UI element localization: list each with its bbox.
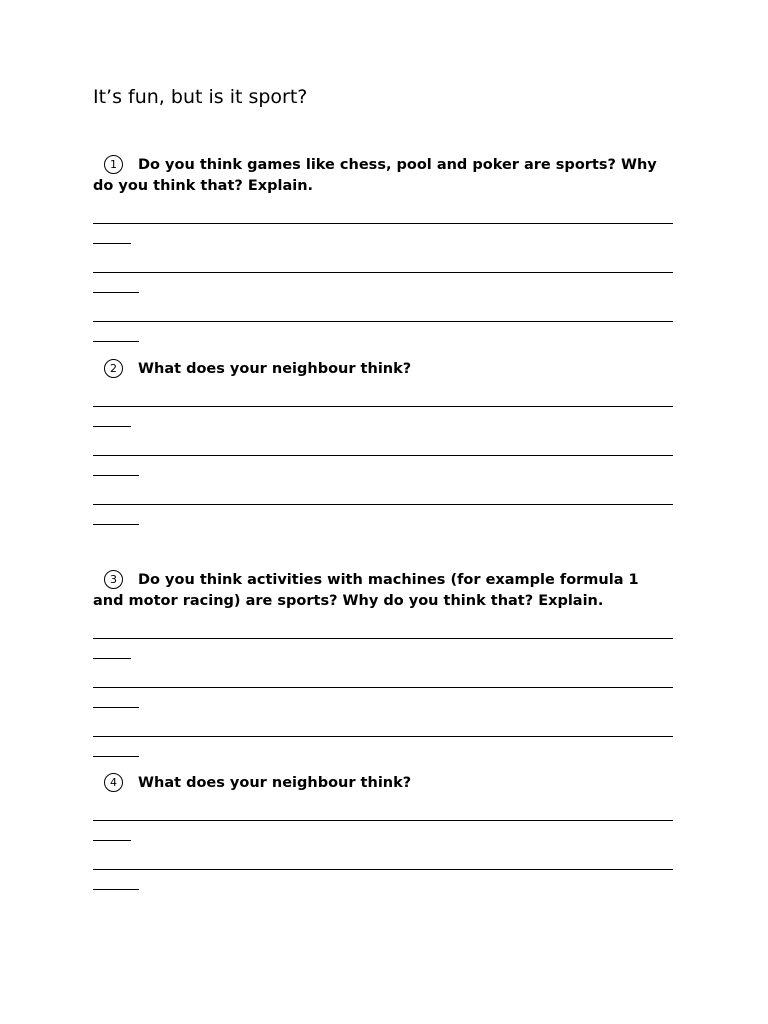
answer-rule — [93, 687, 673, 688]
answer-line[interactable] — [93, 321, 673, 361]
answer-rule — [93, 638, 673, 639]
question-number-badge: 3 — [104, 570, 123, 589]
answer-rule-tail — [93, 524, 139, 525]
answer-rule — [93, 504, 673, 505]
answer-line[interactable] — [93, 504, 673, 544]
answer-line[interactable] — [93, 223, 673, 263]
answer-line[interactable] — [93, 455, 673, 495]
answer-rule-tail — [93, 756, 139, 757]
question-number-badge: 2 — [104, 359, 123, 378]
question-text: What does your neighbour think? — [138, 361, 412, 377]
question-text: Do you think activities with machines (for example formula 1 and motor racing) are sports? Why do you think that? Explain. — [93, 572, 639, 609]
answer-rule — [93, 406, 673, 407]
answer-rule-tail — [93, 475, 139, 476]
answer-rule-tail — [93, 292, 139, 293]
question-4 — [93, 773, 673, 794]
answer-rule — [93, 736, 673, 737]
answer-rule-tail — [93, 658, 131, 659]
answer-rule-tail — [93, 707, 139, 708]
answer-rule-tail — [93, 341, 139, 342]
question-2 — [93, 359, 673, 380]
answer-line[interactable] — [93, 272, 673, 312]
answer-rule — [93, 321, 673, 322]
answer-line[interactable] — [93, 638, 673, 678]
answer-rule-tail — [93, 840, 131, 841]
answer-rule-tail — [93, 426, 131, 427]
question-text: Do you think games like chess, pool and poker are sports? Why do you think that? Explain. — [93, 157, 657, 194]
answer-rule — [93, 820, 673, 821]
answer-line[interactable] — [93, 687, 673, 727]
question-1 — [93, 155, 673, 197]
question-text: What does your neighbour think? — [138, 775, 412, 791]
question-3 — [93, 570, 673, 612]
answer-rule — [93, 223, 673, 224]
answer-line[interactable] — [93, 869, 673, 909]
answer-line[interactable] — [93, 406, 673, 446]
answer-rule — [93, 869, 673, 870]
worksheet-title: It’s fun, but is it sport? — [93, 86, 308, 108]
answer-rule — [93, 272, 673, 273]
question-number-badge: 1 — [104, 155, 123, 174]
answer-line[interactable] — [93, 736, 673, 776]
answer-line[interactable] — [93, 820, 673, 860]
answer-rule-tail — [93, 889, 139, 890]
question-number-badge: 4 — [104, 773, 123, 792]
answer-rule-tail — [93, 243, 131, 244]
answer-rule — [93, 455, 673, 456]
